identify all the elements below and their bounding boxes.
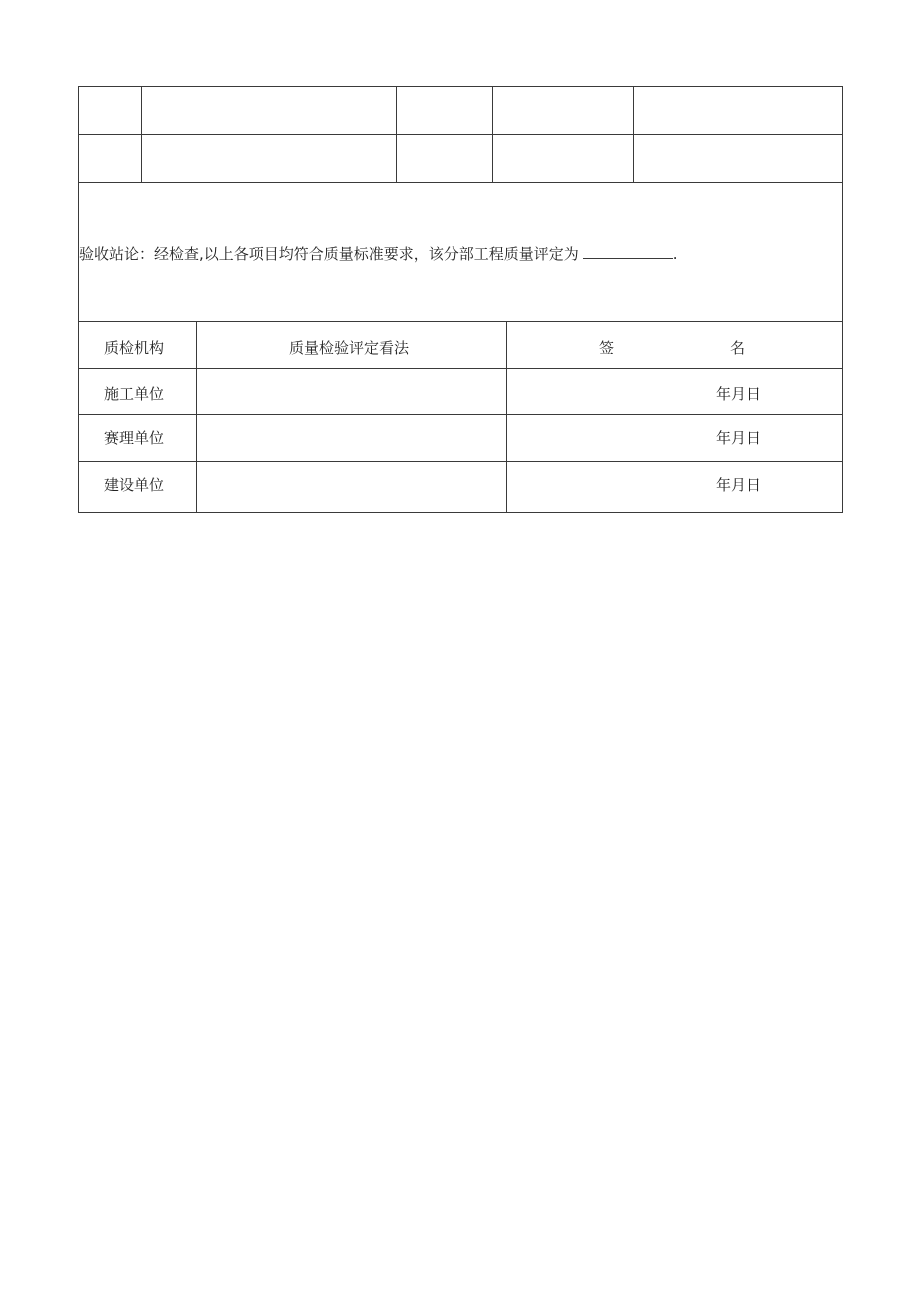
column-divider bbox=[633, 86, 634, 182]
date-construction: 年月日 bbox=[716, 385, 762, 403]
org-construction: 施工单位 bbox=[104, 385, 165, 403]
conclusion-period: . bbox=[672, 245, 678, 263]
row-divider bbox=[78, 134, 843, 135]
conclusion-text: 验收站论：经检查,以上各项目均符合质量标准要求，该分部工程质量评定为 bbox=[79, 245, 579, 263]
form-table bbox=[78, 86, 843, 513]
column-divider bbox=[396, 86, 397, 182]
date-owner: 年月日 bbox=[716, 476, 762, 494]
row-divider bbox=[78, 414, 843, 415]
header-sign-1: 签 bbox=[599, 339, 615, 357]
org-supervision: 赛理单位 bbox=[104, 429, 165, 447]
header-sign-2: 名 bbox=[730, 339, 746, 357]
header-org: 质检机构 bbox=[104, 339, 165, 357]
rating-blank[interactable] bbox=[583, 245, 673, 259]
row-divider bbox=[78, 182, 843, 183]
column-divider bbox=[141, 86, 142, 182]
org-owner: 建设单位 bbox=[104, 476, 165, 494]
row-divider bbox=[78, 321, 843, 322]
header-opinion: 质量检验评定看法 bbox=[289, 339, 410, 357]
date-supervision: 年月日 bbox=[716, 429, 762, 447]
row-divider bbox=[78, 368, 843, 369]
row-divider bbox=[78, 461, 843, 462]
column-divider bbox=[492, 86, 493, 182]
acceptance-conclusion bbox=[79, 245, 678, 263]
column-divider bbox=[196, 321, 197, 513]
column-divider bbox=[506, 321, 507, 513]
